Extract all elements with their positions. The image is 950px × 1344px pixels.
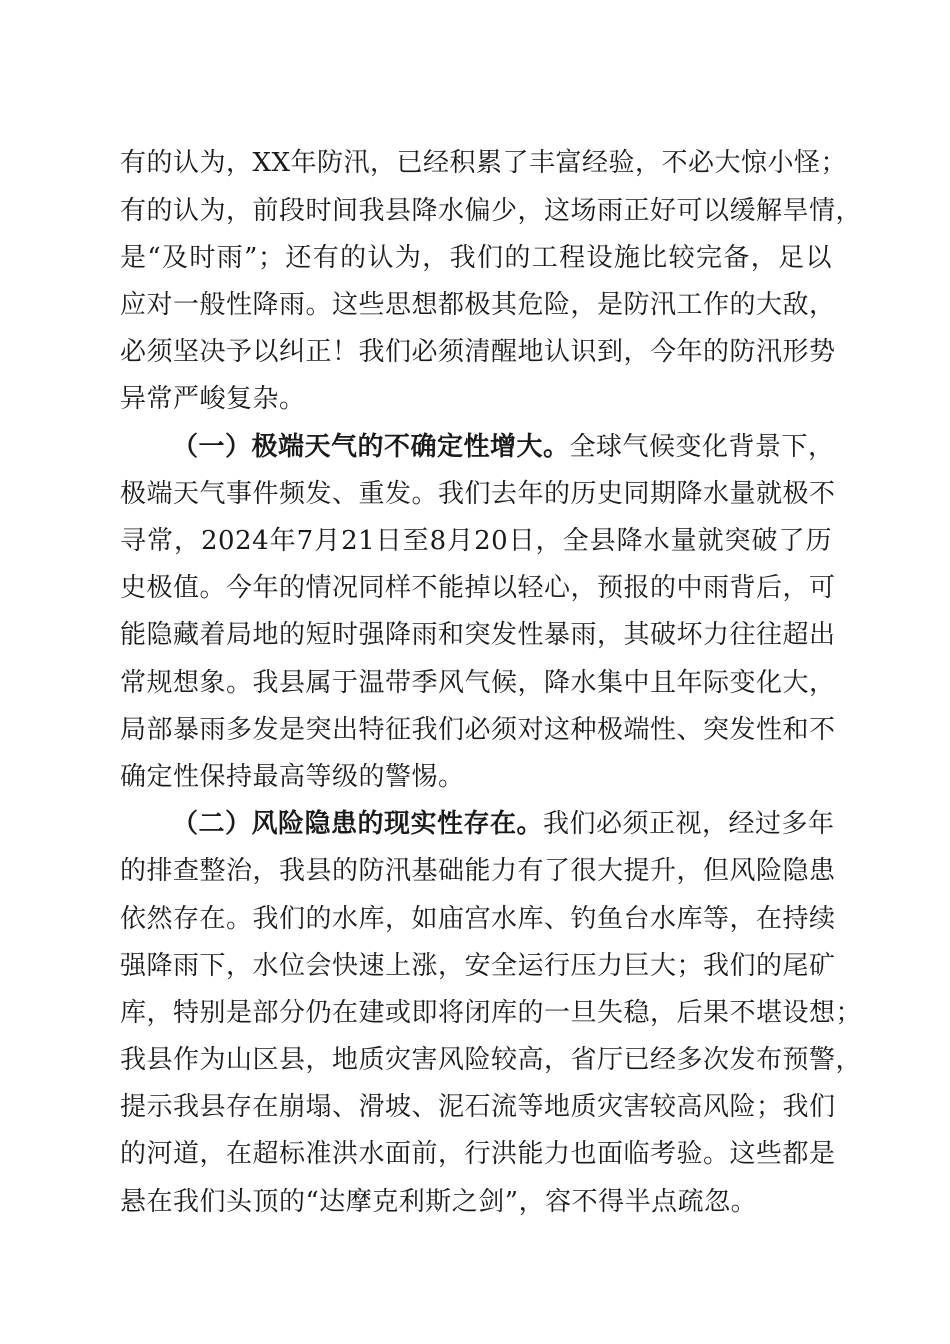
section1-line-6: 常规想象。我县属于温带季风气候，降水集中且年际变化大， [120, 668, 836, 698]
section2-heading: （二）风险隐患的现实性存在。 [172, 809, 544, 839]
section1-first-line [172, 430, 835, 464]
section2-line-8: 的河道，在超标准洪水面前，行洪能力也面临考验。这些都是 [120, 1139, 836, 1169]
section1-line-2: 极端天气事件频发、重发。我们去年的历史同期降水量就极不 [120, 479, 836, 509]
section2-line-3: 依然存在。我们的水库，如庙宫水库、钓鱼台水库等，在持续 [120, 904, 836, 934]
intro-line-4: 应对一般性降雨。这些思想都极其危险，是防汛工作的大敌， [120, 290, 836, 320]
section1-line-8: 确定性保持最高等级的警惕。 [120, 762, 465, 792]
section1-first-line-text: 全球气候变化背景下， [569, 432, 835, 462]
section2-first-line-text: 我们必须正视，经过多年 [543, 809, 835, 839]
section1-heading: （一）极端天气的不确定性增大。 [172, 432, 570, 462]
section2-line-2: 的排查整治，我县的防汛基础能力有了很大提升，但风险隐患 [120, 856, 836, 886]
section2-line-4: 强降雨下，水位会快速上涨，安全运行压力巨大；我们的尾矿 [120, 951, 836, 981]
section1-line-3: 寻常，2024年7月21日至8月20日，全县降水量就突破了历 [120, 526, 832, 556]
section1-line-5: 能隐藏着局地的短时强降雨和突发性暴雨，其破坏力往往超出 [120, 620, 836, 650]
section2-line-6: 我县作为山区县，地质灾害风险较高，省厅已经多次发布预警， [120, 1045, 863, 1075]
intro-line-2: 有的认为，前段时间我县降水偏少，这场雨正好可以缓解旱情， [120, 196, 863, 226]
section2-line-7: 提示我县存在崩塌、滑坡、泥石流等地质灾害较高风险；我们 [120, 1092, 836, 1122]
intro-line-5: 必须坚决予以纠正！我们必须清醒地认识到，今年的防汛形势 [120, 337, 836, 367]
intro-line-6: 异常严峻复杂。 [120, 384, 306, 414]
section2-line-9: 悬在我们头顶的“达摩克利斯之剑”，容不得半点疏忽。 [120, 1187, 758, 1217]
intro-line-3: 是“及时雨”；还有的认为，我们的工程设施比较完备，足以 [120, 243, 832, 273]
intro-line-1: 有的认为，XX年防汛，已经积累了丰富经验，不必大惊小怪； [120, 148, 848, 178]
section1-line-4: 史极值。今年的情况同样不能掉以轻心，预报的中雨背后，可 [120, 573, 836, 603]
section1-line-7: 局部暴雨多发是突出特征我们必须对这种极端性、突发性和不 [120, 715, 836, 745]
section2-first-line [172, 807, 835, 841]
section2-line-5: 库，特别是部分仍在建或即将闭库的一旦失稳，后果不堪设想； [120, 998, 863, 1028]
